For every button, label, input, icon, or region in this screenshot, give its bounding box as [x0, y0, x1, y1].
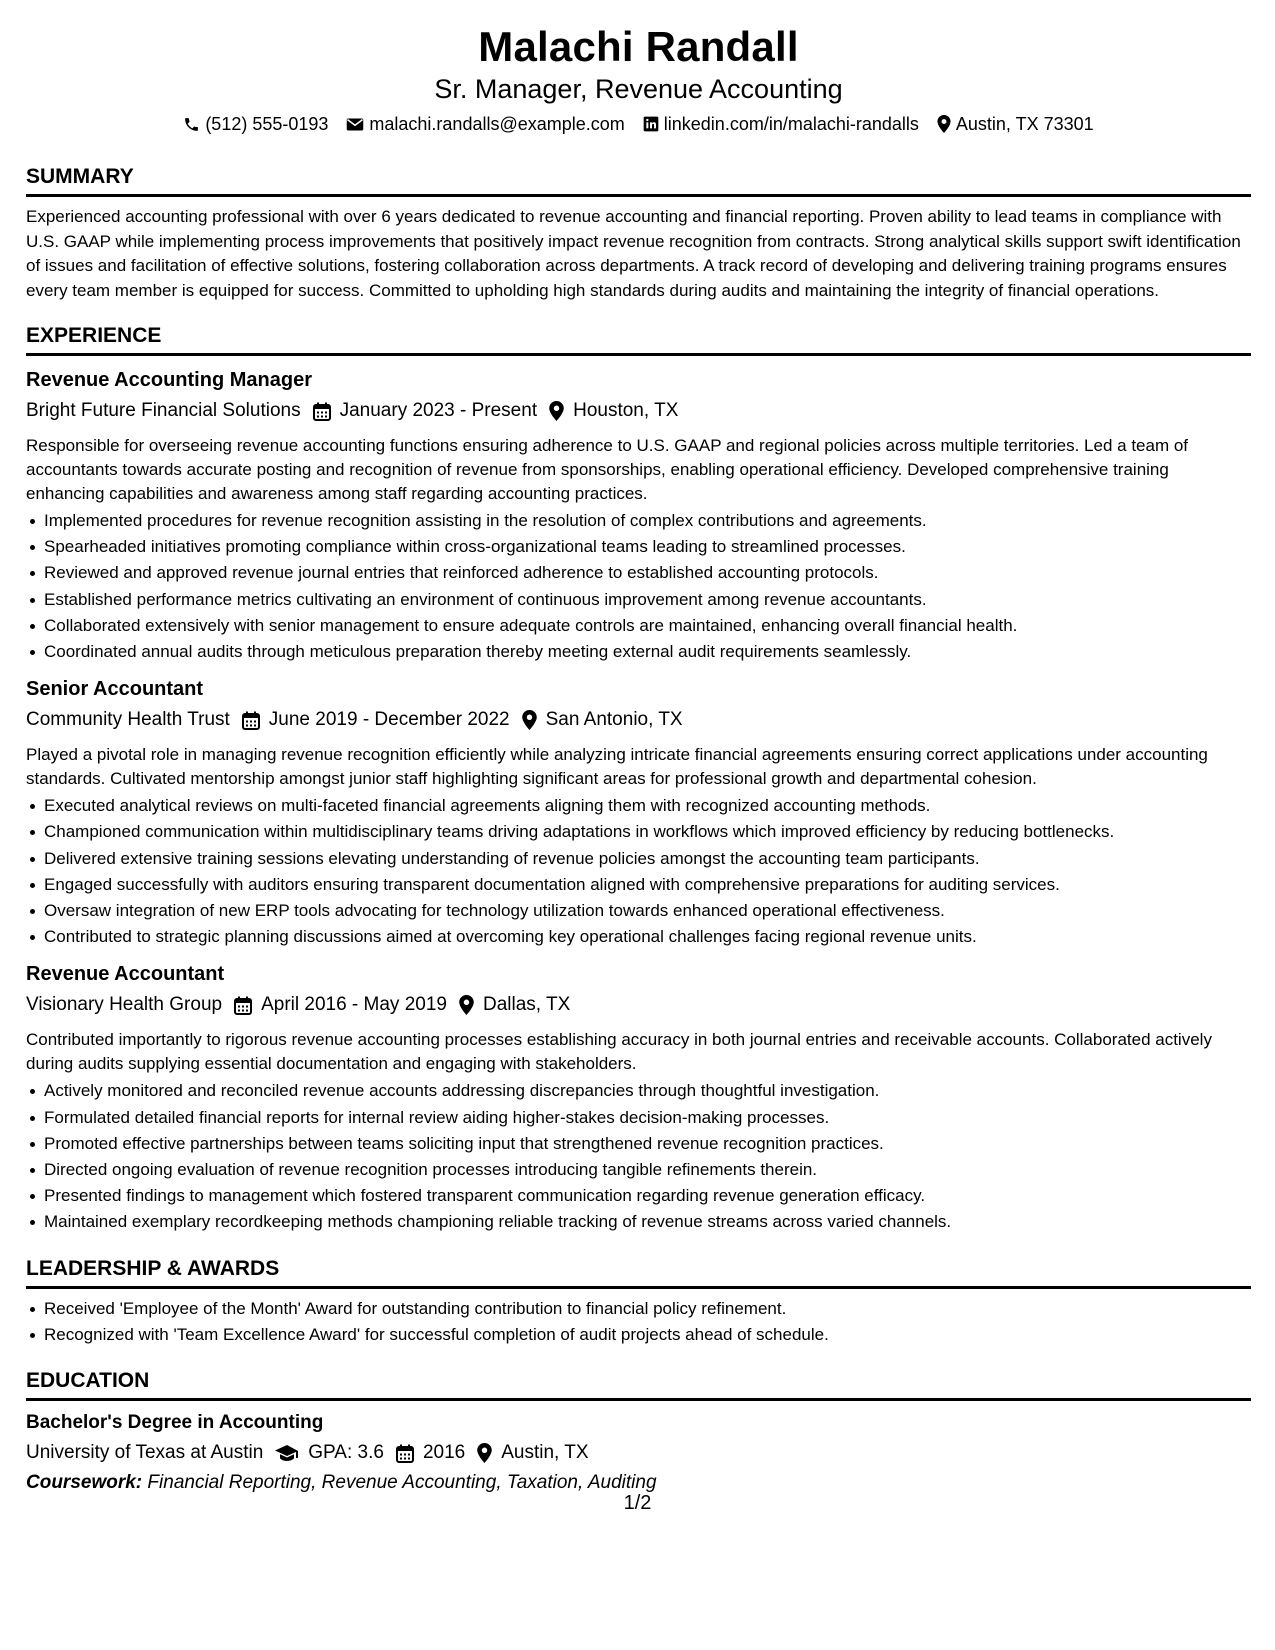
leadership-section [26, 1256, 1251, 1348]
envelope-icon [346, 117, 364, 132]
education-year [396, 1439, 465, 1467]
bullet-item: Championed communication within multidisciplinary teams driving adaptations in workflows which improved efficiency by reducing bottlenecks. [26, 819, 1251, 845]
job-description: Responsible for overseeing revenue accounting functions ensuring adherence to U.S. GAAP and regional policies across multiple territories. Led a team of accountants towards accurate posting and recognition of revenue from sponsorships, enabling operational efficiency. Developed comprehensive training enhancing capabilities and awareness among staff regarding accounting practices. [26, 436, 1189, 503]
bullet-item: Oversaw integration of new ERP tools advocating for technology utilization towards enhanced operational effectiveness. [26, 898, 1251, 924]
bullet-item: Formulated detailed financial reports for internal review aiding higher-stakes decision-making processes. [26, 1105, 1251, 1131]
summary-heading: SUMMARY [26, 164, 1251, 197]
job-dates-text: January 2023 - Present [339, 400, 538, 421]
job-entry [26, 960, 1251, 1235]
phone-text: (512) 555-0193 [205, 114, 329, 134]
education-location [477, 1439, 588, 1467]
map-pin-icon [522, 710, 537, 730]
award-bullets [26, 1296, 1251, 1348]
job-title: Revenue Accounting Manager [26, 369, 312, 391]
calendar-icon [242, 711, 260, 730]
job-dates [234, 991, 447, 1019]
job-location-text: Houston, TX [573, 400, 679, 421]
job-dates [242, 706, 510, 734]
bullet-item: Established performance metrics cultivating an environment of continuous improvement among revenue accountants. [26, 587, 1251, 613]
job-location-text: Dallas, TX [482, 994, 571, 1016]
job-description: Contributed importantly to rigorous revenue accounting processes establishing accuracy in both journal entries and receivable accounts. Collaborated actively during audits supplying essential documentation and engaging with stakeholders. [26, 1030, 1212, 1074]
calendar-icon [234, 996, 252, 1015]
education-heading: EDUCATION [26, 1368, 1251, 1401]
experience-section [26, 323, 1251, 1236]
job-location [549, 397, 678, 425]
education-gpa [275, 1439, 384, 1467]
location-text: Austin, TX 73301 [955, 114, 1094, 134]
job-meta [26, 991, 1251, 1019]
summary-section [26, 164, 1251, 303]
job-title: Senior Accountant [26, 678, 204, 701]
coursework-text: Financial Reporting, Revenue Accounting, Taxation, Auditing [147, 1472, 657, 1494]
bullet-item: Collaborated extensively with senior management to ensure adequate controls are maintained, enhancing overall financial health. [26, 613, 1251, 639]
job-location [522, 706, 683, 734]
contact-linkedin[interactable] [643, 112, 919, 136]
linkedin-icon [643, 116, 659, 132]
job-location [459, 991, 570, 1019]
bullet-item: Received 'Employee of the Month' Award for outstanding contribution to financial policy refinement. [26, 1296, 1251, 1322]
calendar-icon [396, 1444, 414, 1463]
school-name: University of Texas at Austin [26, 1442, 264, 1464]
email-text[interactable]: malachi.randalls@example.com [369, 114, 625, 134]
map-pin-icon [549, 401, 564, 421]
job-entry [26, 366, 1251, 665]
job-bullets [26, 1078, 1251, 1235]
job-dates [313, 397, 538, 425]
bullet-item: Actively monitored and reconciled revenue accounts addressing discrepancies through thoughtful investigation. [26, 1078, 1251, 1104]
bullet-item: Maintained exemplary recordkeeping methods championing reliable tracking of revenue streams across varied channels. [26, 1209, 1251, 1235]
job-company: Visionary Health Group [26, 994, 223, 1016]
job-bullets [26, 793, 1251, 950]
job-company: Community Health Trust [26, 709, 230, 731]
contact-email[interactable] [346, 112, 624, 136]
bullet-item: Directed ongoing evaluation of revenue recognition processes introducing tangible refinements therein. [26, 1157, 1251, 1183]
bullet-item: Coordinated annual audits through meticulous preparation thereby meeting external audit requirements seamlessly. [26, 639, 1251, 665]
education-section [26, 1368, 1251, 1497]
calendar-icon [313, 402, 331, 421]
coursework-label: Coursework: [26, 1472, 143, 1494]
education-meta [26, 1439, 1251, 1467]
contact-location [937, 112, 1094, 136]
bullet-item: Executed analytical reviews on multi-faceted financial agreements aligning them with recognized accounting methods. [26, 793, 1251, 819]
year-text: 2016 [422, 1442, 466, 1464]
phone-icon [183, 116, 200, 133]
job-title: Revenue Accountant [26, 963, 225, 986]
contact-phone [183, 112, 328, 136]
page-number: 1/2 [623, 1492, 652, 1514]
education-location-text: Austin, TX [501, 1442, 589, 1464]
bullet-item: Reviewed and approved revenue journal entries that reinforced adherence to established accounting protocols. [26, 560, 1251, 586]
map-pin-icon [477, 1443, 492, 1463]
job-entry [26, 675, 1251, 950]
bullet-item: Delivered extensive training sessions elevating understanding of revenue policies amongst the accounting team participants. [26, 846, 1251, 872]
job-company: Bright Future Financial Solutions [26, 400, 301, 421]
candidate-name: Malachi Randall [478, 23, 799, 70]
bullet-item: Recognized with 'Team Excellence Award' for successful completion of audit projects ahead of schedule. [26, 1322, 1251, 1348]
bullet-item: Engaged successfully with auditors ensuring transparent documentation aligned with comprehensive preparations for auditing services. [26, 872, 1251, 898]
resume-page [26, 22, 1251, 1497]
job-description: Played a pivotal role in managing revenue recognition efficiently while analyzing intricate financial agreements ensuring correct applications under accounting standards. Cultivated mentorship amongst junior staff highlighting significant areas for professional growth and departmental cohesion. [26, 745, 1208, 789]
job-meta [26, 397, 1251, 425]
leadership-heading: LEADERSHIP & AWARDS [26, 1256, 1251, 1289]
contact-bar [26, 112, 1251, 136]
bullet-item: Promoted effective partnerships between teams soliciting input that strengthened revenue recognition practices. [26, 1131, 1251, 1157]
bullet-item: Presented findings to management which fostered transparent communication regarding revenue generation efficacy. [26, 1183, 1251, 1209]
bullet-item: Contributed to strategic planning discussions aimed at overcoming key operational challenges facing regional revenue units. [26, 924, 1251, 950]
job-bullets [26, 508, 1251, 665]
map-pin-icon [937, 115, 951, 133]
experience-heading: EXPERIENCE [26, 323, 1251, 356]
candidate-title: Sr. Manager, Revenue Accounting [434, 74, 843, 104]
job-location-text: San Antonio, TX [545, 709, 683, 731]
linkedin-text[interactable]: linkedin.com/in/malachi-randalls [663, 114, 919, 134]
gpa-text: GPA: 3.6 [308, 1442, 384, 1464]
job-dates-text: June 2019 - December 2022 [268, 709, 510, 731]
resume-header [26, 22, 1251, 136]
summary-text: Experienced accounting professional with over 6 years dedicated to revenue accounting and financial reporting. Proven ability to lead teams in compliance with U.S. GAAP while implementing process improvements that positively impact revenue recognition from contracts. Strong analytical skills support swift identification of issues and facilitation of effective solutions, fostering collaboration across departments. A track record of developing and delivering training programs ensures every team member is equipped for success. Committed to upholding high standards during audits and maintaining the integrity of financial operations. [26, 207, 1241, 300]
degree-title: Bachelor's Degree in Accounting [26, 1412, 324, 1434]
job-dates-text: April 2016 - May 2019 [261, 994, 447, 1016]
map-pin-icon [459, 995, 474, 1015]
bullet-item: Implemented procedures for revenue recognition assisting in the resolution of complex contributions and agreements. [26, 508, 1251, 534]
bullet-item: Spearheaded initiatives promoting compliance within cross-organizational teams leading to streamlined processes. [26, 534, 1251, 560]
graduation-cap-icon [275, 1444, 299, 1462]
job-meta [26, 706, 1251, 734]
